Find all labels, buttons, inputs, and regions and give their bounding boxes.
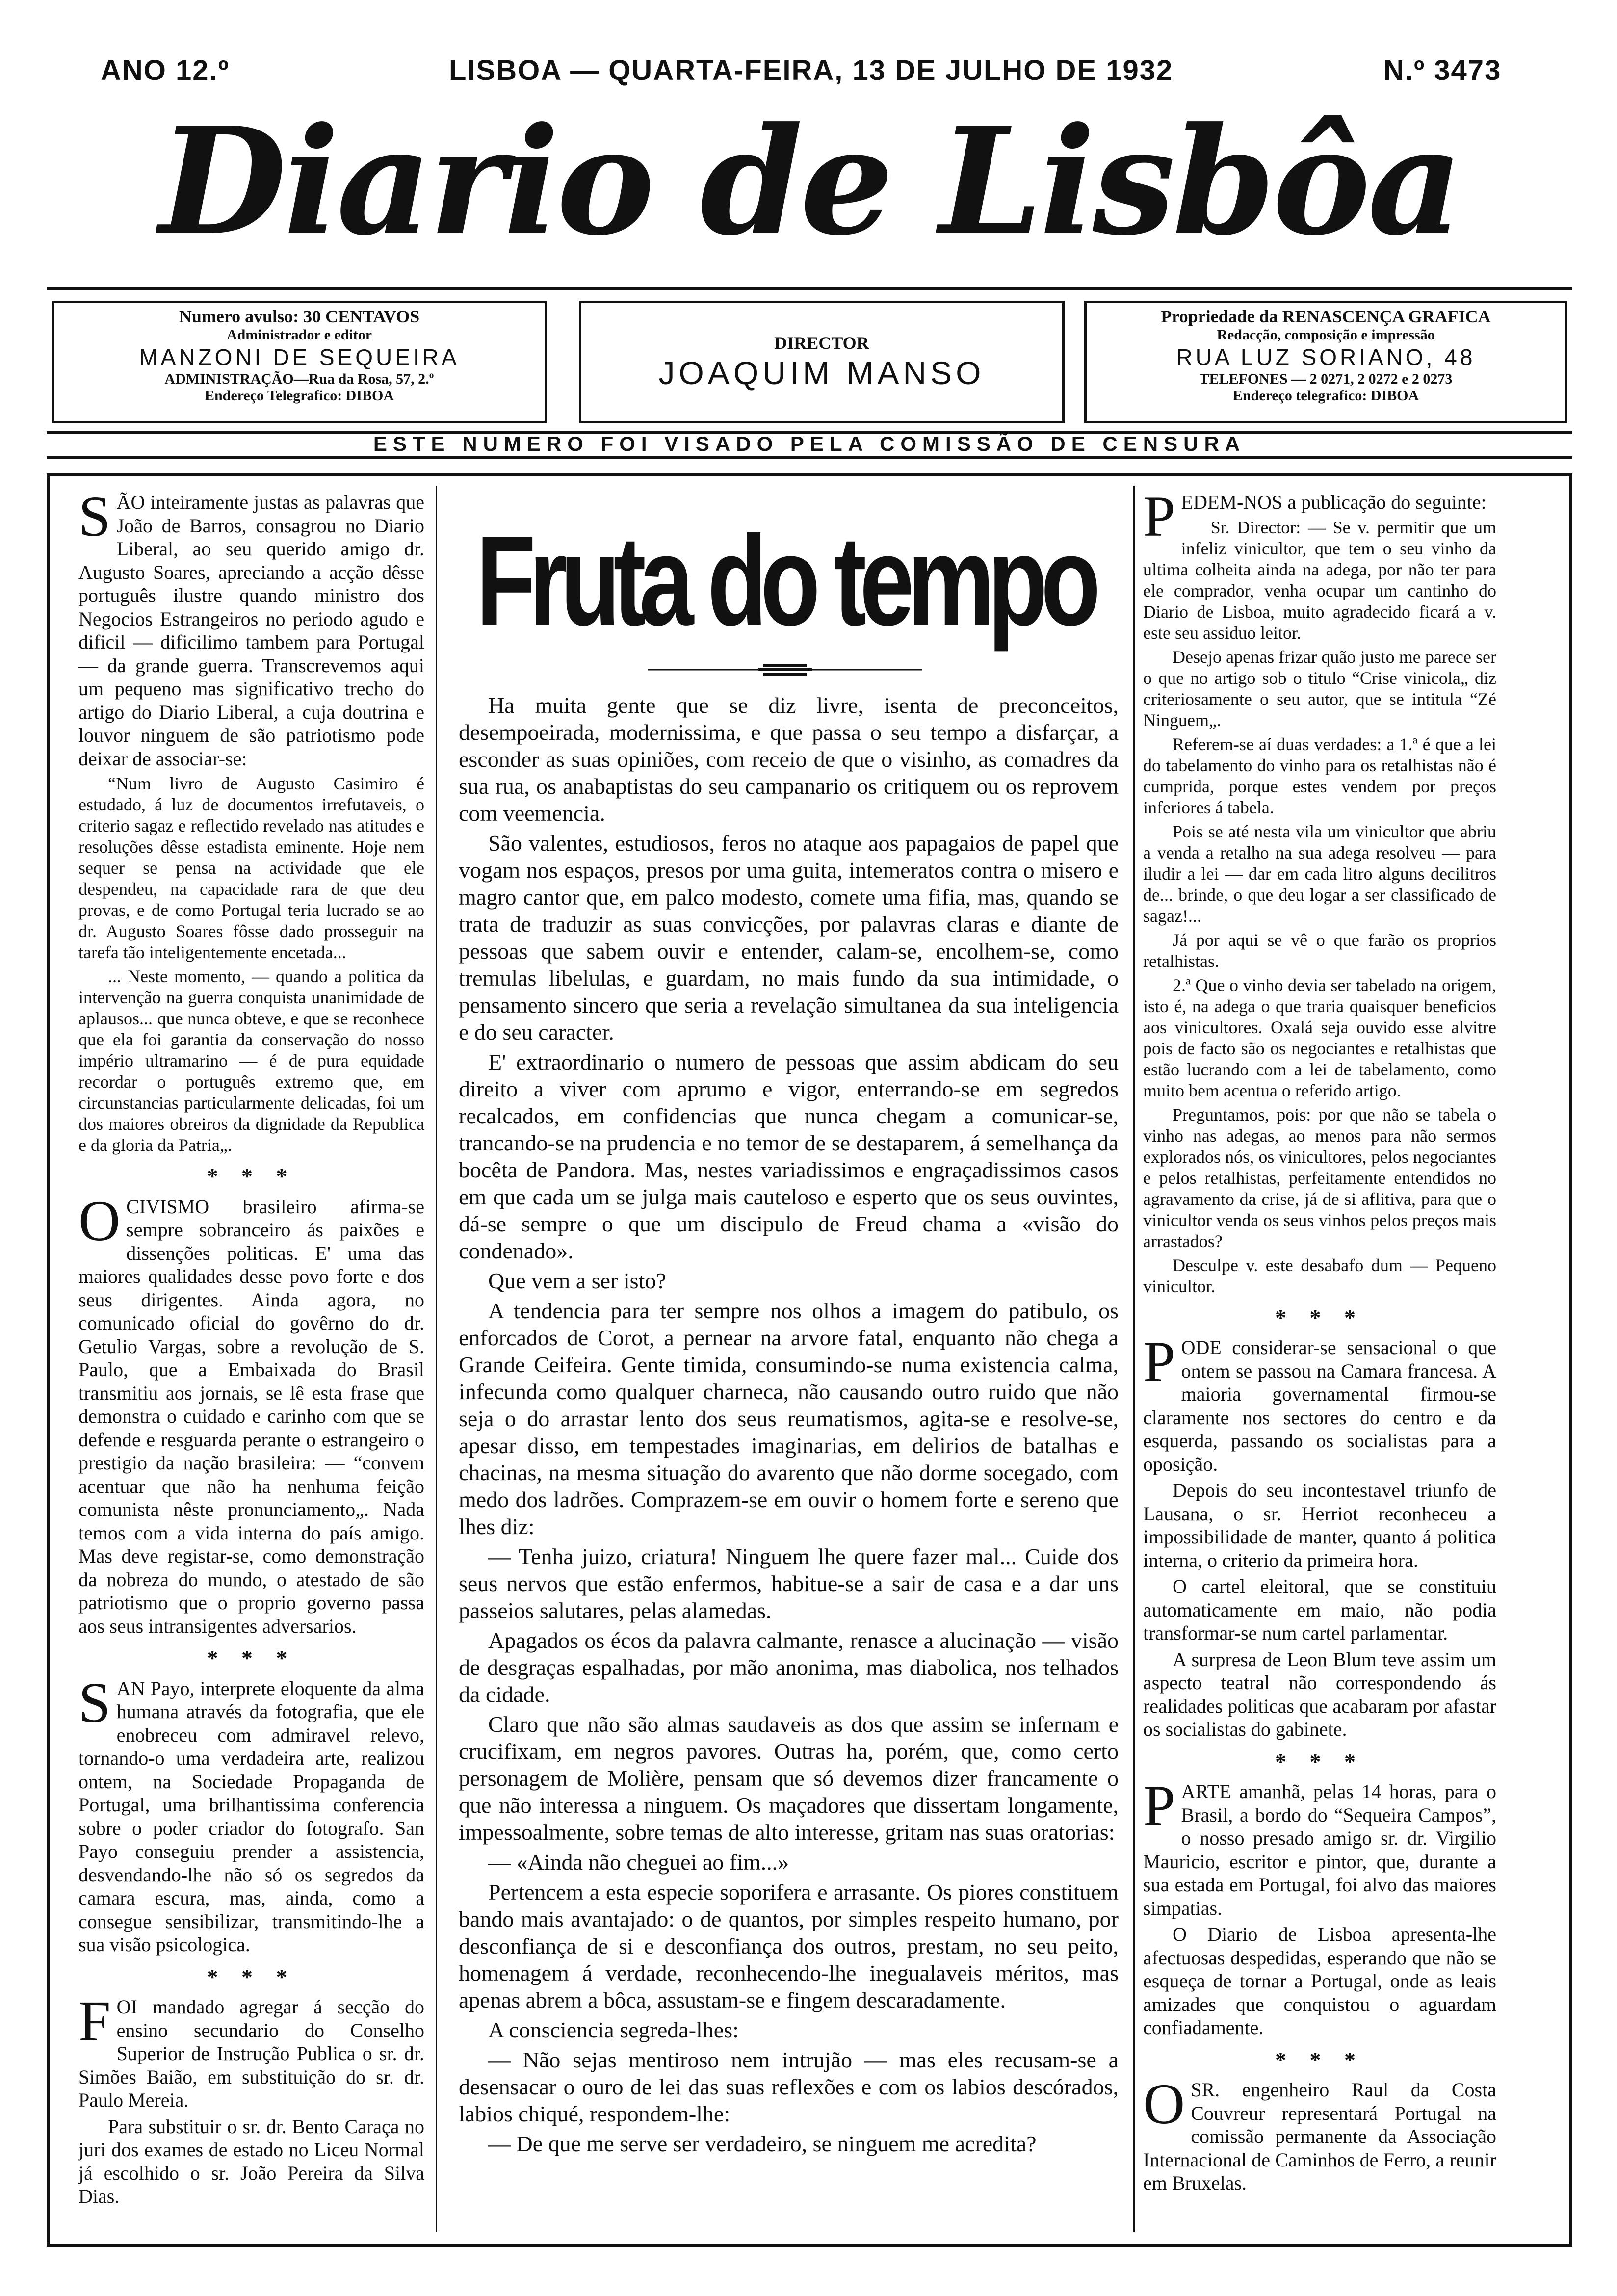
drop-cap: S bbox=[78, 1670, 111, 1735]
quote-paragraph: ... Neste momento, — quando a politica da intervenção na guerra conquista unanimidade de aplausos... que nunca obteve, e que se reconhece que ela foi garantia da conservação do nosso império ultramarino — é de pura equidade recordar o português extremo que, em circunstancias particularmente delicadas, foi um dos maiores obreiros da dignidade da Republica e da gloria da Patria„. bbox=[78, 966, 424, 1155]
property-sub: Redacção, composição e impressão bbox=[1217, 327, 1435, 343]
admin-box bbox=[52, 301, 547, 423]
article-paragraph: A consciencia segreda-lhes: bbox=[488, 2017, 739, 2042]
article-paragraph: Apagados os écos da palavra calmante, renasce a alucinação — visão de desgraças espalhadas, por mão anonima, mas diabolica, nos telhados da cidade. bbox=[459, 1628, 1119, 1707]
drop-cap: O bbox=[1143, 2072, 1185, 2136]
price-text: Numero avulso: 30 CENTAVOS bbox=[179, 307, 420, 326]
property-telegraph: Endereço telegrafico: DIBOA bbox=[1232, 388, 1419, 404]
article-paragraph: O Diario de Lisboa apresenta-lhe afectuosas despedidas, esperando que não se esqueça de tornar a Portugal, onde as leais amizades que conquistou o aguardam confiadamente. bbox=[1143, 1923, 1496, 2038]
dateline: LISBOA — QUARTA-FEIRA, 13 DE JULHO DE 1932 bbox=[449, 54, 1174, 86]
article-camara: PODE considerar-se sensacional o que ontem se passou na Camara francesa. A maioria governamental firmou-se claramente nos sectores do centro e da esquerda, passando os socialistas para a oposição. bbox=[1143, 1330, 1496, 1475]
letter-paragraph: Desculpe v. este desabafo dum — Pequeno vinicultor. bbox=[1143, 1255, 1496, 1296]
property-text: Propriedade da RENASCENÇA GRAFICA bbox=[1161, 307, 1491, 326]
volume-number: ANO 12.º bbox=[101, 54, 230, 86]
masthead-title: Diario de Lisbôa bbox=[158, 95, 1461, 268]
article-vinicultor: PEDEM-NOS a publicação do seguinte: bbox=[1143, 491, 1487, 548]
letter-paragraph: 2.ª Que o vinho devia ser tabelado na origem, isto é, na adega o que traria quaisquer beneficios aos vinicultores. Oxalá seja ouvido esse alvitre pois de facto são os negociantes e retalhistas que estão lucrando com a lei de tabelamento, como muito bem acentua o referido artigo. bbox=[1143, 975, 1496, 1100]
section-separator: * * * bbox=[207, 1645, 296, 1670]
article-paragraph: Depois do seu incontestavel triunfo de Lausana, o sr. Herriot reconheceu a impossibilidade de manter, quanto á politica interna, o criterio da primeira hora. bbox=[1143, 1479, 1496, 1571]
issue-number: N.º 3473 bbox=[1383, 54, 1502, 86]
right-column bbox=[1143, 491, 1496, 2227]
property-box bbox=[1084, 301, 1567, 423]
section-separator: * * * bbox=[1275, 1748, 1364, 1774]
section-separator: * * * bbox=[1275, 2047, 1364, 2072]
article-paragraph: A surpresa de Leon Blum teve assim um aspecto teatral não correspondendo ás realidades politicas que acabaram por afastar os socialistas do gabinete. bbox=[1143, 1648, 1496, 1740]
article-sanpayo: SAN Payo, interprete eloquente da alma humana através da fotografia, que ele enobreceu com admiravel relevo, tornando-o uma verdadeira arte, realizou ontem, na Sociedade Propaganda de Portugal, uma brilhantissima conferencia sobre o poder criador do fotografo. San Payo conseguiu prender a assistencia, desvendando-lhe não só os segredos da camara escura, mas, ainda, como a consegue sensibilizar, transmitindo-lhe a sua visão psicologica. bbox=[78, 1670, 424, 1956]
article-mauricio: PARTE amanhã, pelas 14 horas, para o Brasil, a bordo do “Sequeira Campos”, o nosso presado amigo sr. dr. Virgilio Mauricio, escritor e pintor, que, durante a sua estada em Portugal, foi alvo das maiores simpatias. bbox=[1143, 1774, 1496, 1919]
info-bar bbox=[47, 287, 1572, 434]
center-column bbox=[459, 692, 1119, 2227]
drop-cap: P bbox=[1143, 1774, 1175, 1838]
admin-name: MANZONI DE SEQUEIRA bbox=[139, 344, 460, 370]
censorship-notice: ESTE NUMERO FOI VISADO PELA COMISSÃO DE CENSURA bbox=[47, 432, 1572, 459]
letter-paragraph: Sr. Director: — Se v. permitir que um infeliz vinicultor, que tem o seu vinho da ultima colheita ainda na adega, por não ter para ele comprador, venha ocupar um cantinho do Diario de Lisboa, muito agradecido ficará a v. este seu assiduo leitor. bbox=[1143, 517, 1496, 643]
article-barros: SÃO inteiramente justas as palavras que João de Barros, consagrou no Diario Liberal, ao seu querido amigo dr. Augusto Soares, apreciando a acção dêsse português ilustre quando ministro dos Negocios Estrangeiros no periodo agudo e dificil — dificilimo tambem para Portugal — da grande guerra. Transcrevemos aqui um pequeno mas significativo trecho do artigo do Diario Liberal, a cuja doutrina e louvor ninguem de são patriotismo pode deixar de associar-se: bbox=[78, 491, 424, 770]
letter-paragraph: Referem-se aí duas verdades: a 1.ª é que a lei do tabelamento do vinho para os retalhistas não é cumprida, porque estes vendem por preços inferiores á tabela. bbox=[1143, 734, 1496, 817]
director-label: DIRECTOR bbox=[774, 333, 869, 353]
article-paragraph: — «Ainda não cheguei ao fim...» bbox=[488, 1850, 789, 1875]
article-paragraph: Claro que não são almas saudaveis as dos que assim se infernam e crucifixam, em negros pavores. Outras ha, porém, que, como certo personagem de Molière, pensam que só devemos dizer francamente o que não interessa a ninguem. Os maçadores que dissertam longamente, impessoalmente, sobre temas de alto interesse, gritam nas suas oratorias: bbox=[459, 1712, 1119, 1845]
property-phones: TELEFONES — 2 0271, 2 0272 e 2 0273 bbox=[1199, 371, 1453, 387]
article-civismo: OCIVISMO brasileiro afirma-se sempre sobranceiro ás paixões e dissenções politicas. E' uma das maiores qualidades desse povo forte e dos seus dirigentes. Ainda agora, no comunicado oficial do govêrno do dr. Getulio Vargas, sobre a revolução de S. Paulo, que a Embaixada do Brasil transmitiu aos jornais, se lê esta frase que demonstra o cuidado e carinho com que se defende e resguarda perante o estrangeiro o prestigio da nação brasileira: — “convem acentuar que não ha nenhuma feição comunista nêste pronunciamento„. Nada temos com a vida interna do país amigo. Mas deve registar-se, como demonstração da nobreza do mundo, o atestado de são patriotismo que o proprio governo passa aos seus intransigentes adversarios. bbox=[78, 1188, 424, 1637]
section-separator: * * * bbox=[207, 1164, 296, 1189]
left-column bbox=[78, 491, 424, 2227]
letter-paragraph: Desejo apenas frizar quão justo me parece ser o que no artigo sob o titulo “Crise vinicola„ diz criteriosamente o seu autor, que se intitula “Zé Ninguem„. bbox=[1143, 647, 1496, 730]
column-rule-left bbox=[436, 486, 437, 2232]
letter-paragraph: Pois se até nesta vila um vinicultor que abriu a venda a retalho na sua adega resolveu — para iludir a lei — dar em cada litro alguns decilitros de... brinde, o que deu logar a ser classificado de sagaz!... bbox=[1143, 821, 1496, 926]
article-paragraph: Pertencem a esta especie soporifera e arrasante. Os piores constituem bando mais avantajado: o de quantos, por simples respeito humano, por desconfiança de si e desconfiança dos outros, prestam, no seu peito, homenagem á verdade, reconhecendo-lhe inegualaveis méritos, mas apenas abrem a bôca, assustam-se e fingem descaradamente. bbox=[459, 1879, 1119, 2012]
section-separator: * * * bbox=[207, 1964, 296, 1989]
property-address: RUA LUZ SORIANO, 48 bbox=[1176, 344, 1476, 370]
director-name: JOAQUIM MANSO bbox=[658, 355, 985, 391]
drop-cap: O bbox=[78, 1188, 121, 1253]
letter-paragraph: Preguntamos, pois: por que não se tabela o vinho nas adegas, ao menos para não sermos explorados nós, os vinicultores, pelos negociantes e pelos retalhistas, perfeitamente entendidos no agravamento da crise, já de si aflitiva, para que o vinicultor venda os seus vinhos pelos preços mais arrastados? bbox=[1143, 1104, 1496, 1251]
article-couvreur: OSR. engenheiro Raul da Costa Couvreur representará Portugal na comissão permanente da Associação Internacional de Caminhos de Ferro, a reunir em Bruxelas. bbox=[1143, 2072, 1496, 2194]
article-paragraph: — De que me serve ser verdadeiro, se ninguem me acredita? bbox=[488, 2131, 1037, 2156]
column-rule-right bbox=[1133, 486, 1135, 2232]
article-paragraph: Que vem a ser isto? bbox=[488, 1268, 666, 1293]
article-paragraph: Ha muita gente que se diz livre, isenta de preconceitos, desempoeirada, modernissima, e que passa o seu tempo a disfarçar, a esconder as suas opiniões, com receio de que o visinho, as comadres da sua rua, os anabaptistas do seu campanario os critiquem ou os reprovem com veemencia. bbox=[459, 693, 1119, 826]
drop-cap: S bbox=[78, 491, 111, 548]
article-paragraph: O cartel eleitoral, que se constituiu automaticamente em maio, não podia transformar-se num cartel parlamentar. bbox=[1143, 1575, 1496, 1644]
section-separator: * * * bbox=[1275, 1305, 1364, 1330]
headline: Fruta do tempo bbox=[476, 510, 1094, 652]
article-paragraph: A tendencia para ter sempre nos olhos a imagem do patibulo, os enforcados de Corot, a pernear na arvore fatal, enquanto não chega a Grande Ceifeira. Gente timida, consumindo-se numa existencia calma, infecunda como qualquer charneca, não causando outro ruido que não seja o do arrastar lento dos seus reumatismos, agita-se e resolve-se, apesar disso, em tempestades imaginarias, em delirios de batalhas e chacinas, na mesma situação do avarento que não dorme socegado, com medo dos ladrões. Comprazem-se em ouvir o homem forte e sereno que lhes diz: bbox=[459, 1298, 1119, 1539]
article-paragraph: Para substituir o sr. dr. Bento Caraça no juri dos exames de estado no Liceu Normal já escolhido o sr. João Pereira da Silva Dias. bbox=[78, 2115, 424, 2207]
article-paragraph: — Não sejas mentiroso nem intrujão — mas eles recusam-se a desensacar o ouro de lei das suas reflexões e com os labios descórados, labios chiqué, respondem-lhe: bbox=[459, 2047, 1119, 2126]
admin-label: Administrador e editor bbox=[226, 327, 372, 343]
admin-telegraph: Endereço Telegrafico: DIBOA bbox=[204, 388, 394, 404]
drop-cap: F bbox=[78, 1989, 111, 2053]
article-paragraph: — Tenha juizo, criatura! Ninguem lhe quere fazer mal... Cuide dos seus nervos que estão enfermos, habitue-se a sair de casa e a dar uns passeios salutares, pelas alamedas. bbox=[459, 1544, 1119, 1623]
admin-address: ADMINISTRAÇÃO—Rua da Rosa, 57, 2.º bbox=[164, 371, 434, 387]
letter-paragraph: Já por aqui se vê o que farão os proprios retalhistas. bbox=[1143, 930, 1496, 971]
article-instrucao: FOI mandado agregar á secção do ensino secundario do Conselho Superior de Instrução Publica o sr. dr. Simões Baião, em substituição do sr. dr. Paulo Mereia. bbox=[78, 1989, 424, 2111]
quote-paragraph: “Num livro de Augusto Casimiro é estudado, á luz de documentos irrefutaveis, o criterio sagaz e reflectido revelado nas atitudes e resoluções dêsse estadista eminente. Hoje nem sequer se pensa na actividade que ele despendeu, na capacidade rara de que deu provas, e de como Portugal teria lucrado se ao dr. Augusto Soares fôsse dado prosseguir na tarefa tão inteligentemente encetada... bbox=[78, 774, 424, 962]
article-paragraph: São valentes, estudiosos, feros no ataque aos papagaios de papel que vogam nos espaços, presos por uma guita, intemeratos contra o misero e magro cantor que, em palco modesto, comete uma fifia, mas, quando se trata de traduzir as suas convicções, por palavras claras e diante de pessoas que sabem ouvir e entender, calam-se, encolhem-se, como tremulas libelulas, e guardam, no mais fundo da sua intimidade, o pensamento sincero que seria a revelação simultanea da sua inteligencia e do seu caracter. bbox=[459, 831, 1119, 1044]
drop-cap: P bbox=[1143, 1330, 1175, 1394]
article-paragraph: E' extraordinario o numero de pessoas que assim abdicam do seu direito a viver com aprumo e vigor, enterrando-se em segredos recalcados, em confidencias que nunca chegam a comunicar-se, trancando-se na prudencia e no temor de se destaparem, á semelhança da bocêta de Pandora. Mas, nestes variadissimos e engraçadissimos casos em que cada um se julga mais cauteloso e esperto que os seus ouvintes, dá-se sempre o que um discipulo de Freud chama a «visão do condenado». bbox=[459, 1049, 1119, 1263]
director-box bbox=[579, 301, 1065, 423]
drop-cap: P bbox=[1143, 491, 1175, 548]
ornament-rule bbox=[648, 660, 922, 679]
